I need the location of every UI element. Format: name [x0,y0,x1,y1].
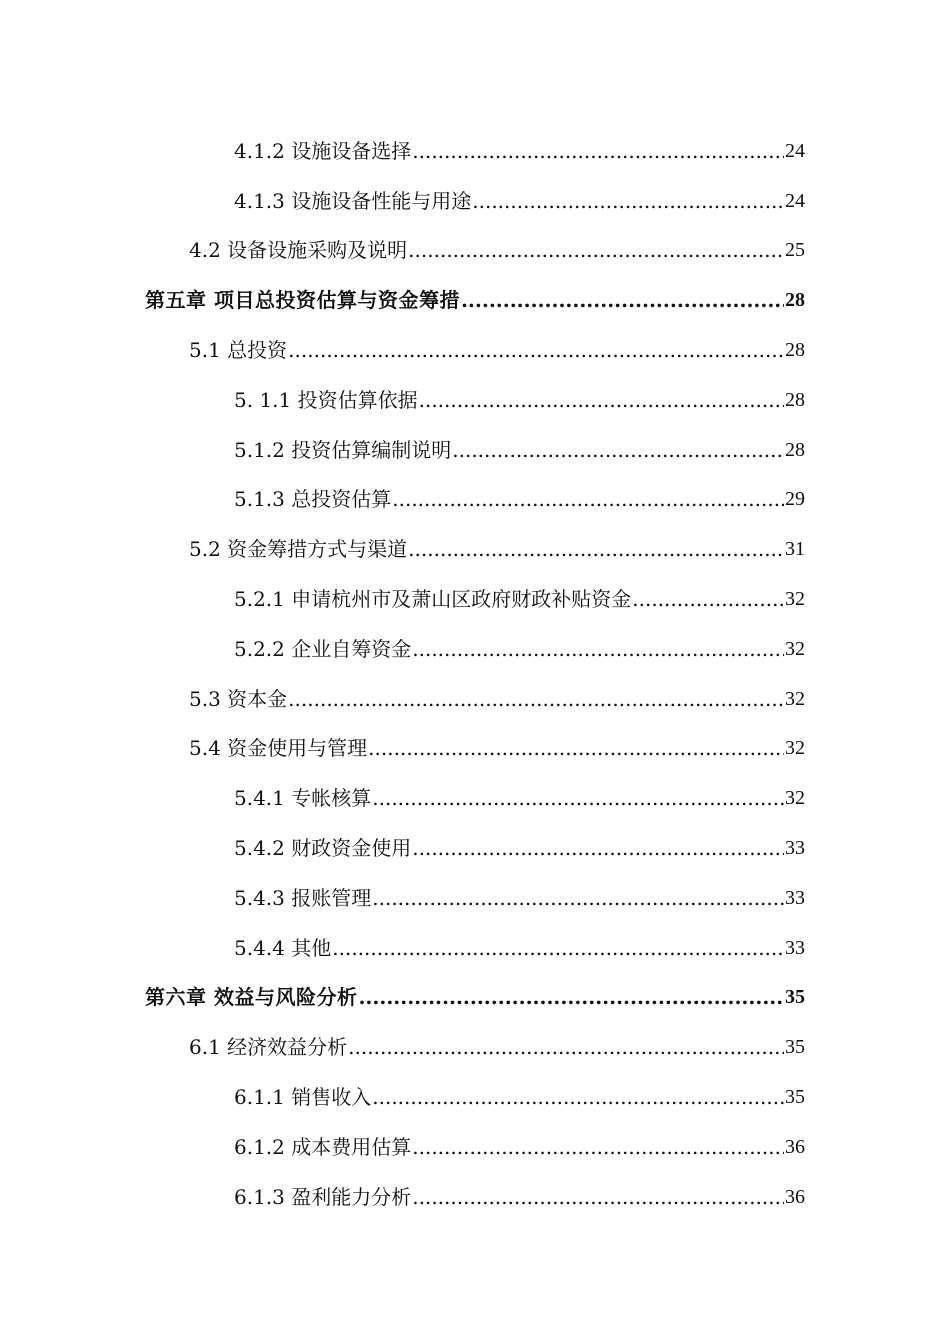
toc-chapter-entry[interactable] [0,973,950,1023]
toc-entry-title: 6.1 经济效益分析 [189,1035,348,1060]
dot-leader [288,340,784,360]
toc-entry-page: 32 [785,737,805,760]
toc-chapter-entry[interactable] [0,275,950,325]
toc-entry[interactable] [0,1122,950,1172]
toc-entry-title: 5. 1.1 投资估算依据 [234,387,418,412]
toc-entry-title: 5.4.1 专帐核算 [234,786,372,811]
toc-entry-title: 4.1.3 设施设备性能与用途 [234,188,472,213]
toc-entry-page: 31 [785,538,805,561]
toc-entry[interactable] [0,724,950,774]
table-of-contents [0,126,950,1222]
toc-entry-title: 6.1.1 销售收入 [234,1085,372,1110]
toc-entry-title: 4.2 设备设施采购及说明 [189,238,408,263]
toc-entry-page: 33 [785,936,805,959]
toc-entry-title: 第五章 项目总投资估算与资金筹措 [145,288,460,313]
dot-leader [412,1137,784,1157]
toc-entry-title: 5.4.4 其他 [234,935,332,960]
dot-leader [461,290,784,310]
toc-entry-page: 25 [785,239,805,262]
dot-leader [408,539,784,559]
toc-entry[interactable] [0,773,950,823]
dot-leader [288,689,784,709]
toc-entry[interactable] [0,1072,950,1122]
toc-entry-page: 28 [785,388,805,411]
toc-entry-title: 5.1 总投资 [189,338,288,363]
dot-leader [372,888,784,908]
toc-entry-title: 4.1.2 设施设备选择 [234,138,412,163]
toc-entry-title: 5.2 资金筹措方式与渠道 [189,537,408,562]
toc-entry-page: 35 [785,986,805,1009]
toc-entry-page: 29 [785,488,805,511]
toc-entry-title: 5.2.1 申请杭州市及萧山区政府财政补贴资金 [234,587,632,612]
dot-leader [412,141,784,161]
toc-entry-title: 5.4.2 财政资金使用 [234,836,412,861]
toc-entry[interactable] [0,176,950,226]
toc-entry[interactable] [0,425,950,475]
dot-leader [412,1187,784,1207]
toc-entry-page: 32 [785,787,805,810]
toc-entry-title: 5.4.3 报账管理 [234,885,372,910]
dot-leader [412,639,784,659]
toc-entry[interactable] [0,823,950,873]
toc-entry-page: 32 [785,588,805,611]
dot-leader [408,240,784,260]
toc-entry-title: 5.3 资本金 [189,686,288,711]
toc-entry-page: 35 [785,1086,805,1109]
toc-entry-title: 6.1.3 盈利能力分析 [234,1184,412,1209]
toc-entry[interactable] [0,574,950,624]
toc-entry-title: 5.1.2 投资估算编制说明 [234,437,452,462]
toc-entry-page: 28 [785,339,805,362]
dot-leader [348,1037,784,1057]
toc-entry-title: 5.2.2 企业自筹资金 [234,636,412,661]
toc-entry-page: 32 [785,687,805,710]
dot-leader [472,191,784,211]
toc-entry[interactable] [0,873,950,923]
toc-entry[interactable] [0,126,950,176]
toc-entry-page: 33 [785,837,805,860]
toc-entry-page: 36 [785,1135,805,1158]
toc-entry[interactable] [0,325,950,375]
toc-entry-page: 33 [785,886,805,909]
toc-entry[interactable] [0,226,950,276]
toc-entry[interactable] [0,475,950,525]
dot-leader [412,838,784,858]
toc-entry-page: 28 [785,289,805,312]
dot-leader [632,589,784,609]
dot-leader [392,489,784,509]
toc-entry-page: 24 [785,139,805,162]
toc-entry-title: 5.4 资金使用与管理 [189,736,368,761]
toc-entry[interactable] [0,1172,950,1222]
toc-entry-title: 第六章 效益与风险分析 [145,985,358,1010]
dot-leader [372,1087,784,1107]
dot-leader [368,738,784,758]
toc-entry[interactable] [0,923,950,973]
toc-entry[interactable] [0,674,950,724]
dot-leader [332,938,784,958]
toc-entry-page: 28 [785,438,805,461]
toc-entry-page: 24 [785,189,805,212]
toc-entry-page: 36 [785,1185,805,1208]
dot-leader [372,788,784,808]
toc-entry[interactable] [0,1022,950,1072]
dot-leader [419,390,784,410]
toc-entry-title: 5.1.3 总投资估算 [234,487,392,512]
dot-leader [358,987,784,1007]
toc-entry[interactable] [0,624,950,674]
toc-entry-title: 6.1.2 成本费用估算 [234,1134,412,1159]
toc-entry-page: 35 [785,1036,805,1059]
toc-entry[interactable] [0,524,950,574]
dot-leader [452,440,784,460]
toc-entry-page: 32 [785,637,805,660]
toc-entry[interactable] [0,375,950,425]
